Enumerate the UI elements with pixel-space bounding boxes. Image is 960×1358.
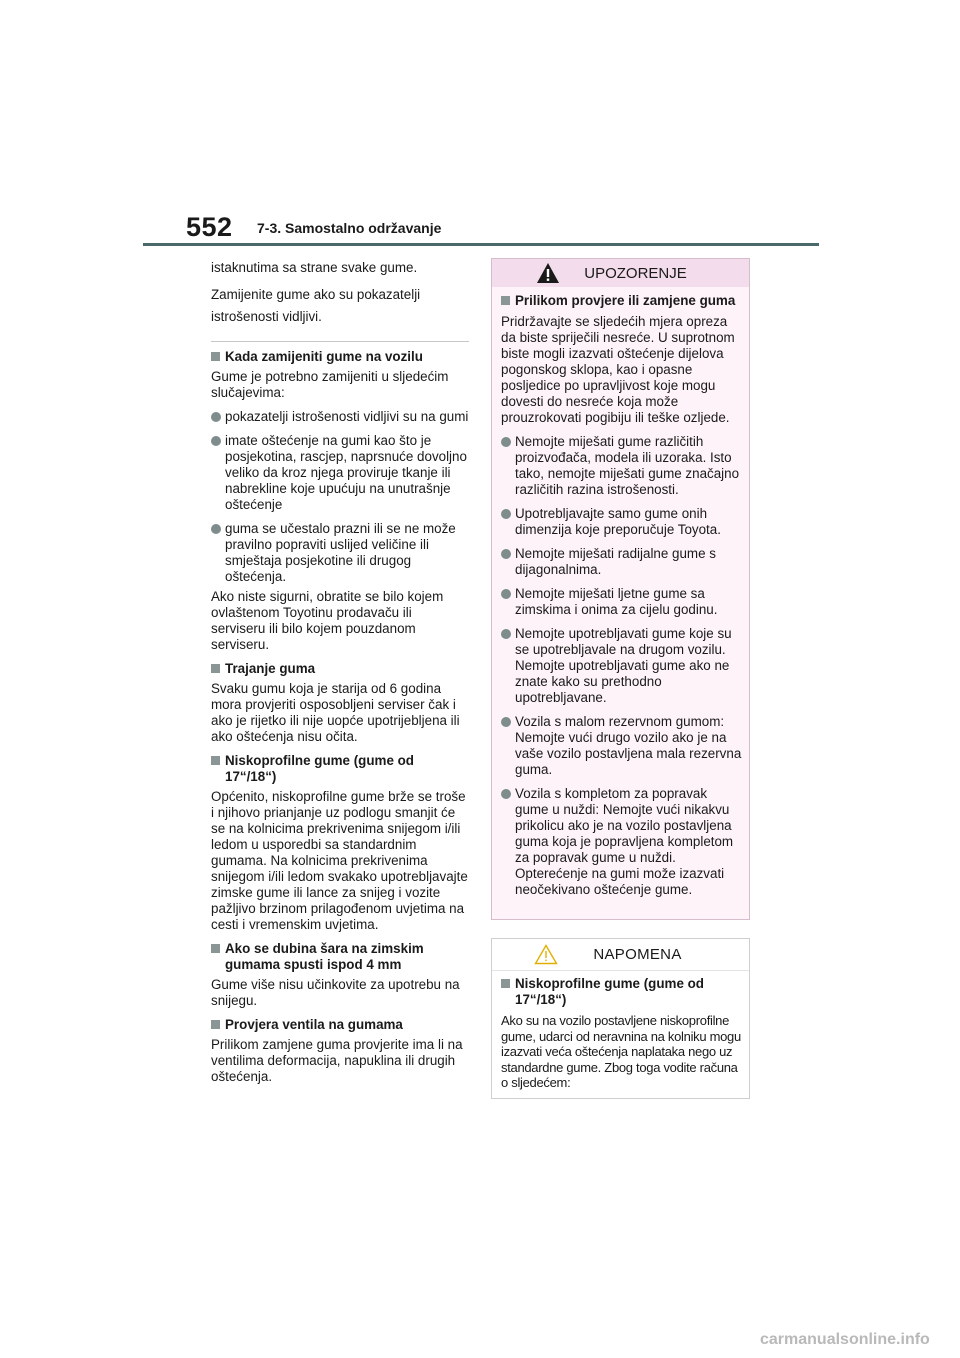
warning-list-item [501, 586, 742, 618]
circle-bullet-icon [211, 436, 221, 446]
intro-text [211, 257, 469, 328]
square-bullet-icon [211, 352, 220, 361]
warning-list-item [501, 626, 742, 706]
note-body [492, 971, 749, 1091]
list-item-text: Nemojte miješati radijalne gume s dijagonalnima. [515, 546, 716, 577]
circle-bullet-icon [501, 509, 511, 519]
warning-list-item [501, 506, 742, 538]
heading-text: Ako se dubina šara na zimskim gumama spusti ispod 4 mm [225, 941, 424, 972]
heading-text: Prilikom provjere ili zamjene guma [515, 293, 736, 308]
list-item-text: Nemojte miješati ljetne gume sa zimskima i onima za cijelu godinu. [515, 586, 718, 617]
section-title: 7-3. Samostalno održavanje [257, 220, 442, 236]
list-item [211, 433, 469, 513]
list-item-text: imate oštećenje na gumi kao što je posjekotina, rascjep, naprsnuće dovoljno veliko da kroz njega proviruje tkanje ili nabrekline koje upućuju na unutrašnje oštećenje [225, 433, 467, 512]
circle-bullet-icon [501, 437, 511, 447]
heading-text: Trajanje guma [225, 661, 316, 676]
list-item-text: guma se učestalo prazni ili se ne može pravilno popraviti uslijed veličine ili smještaja posjekotine ili drugog oštećenja. [225, 521, 456, 584]
square-bullet-icon [501, 979, 510, 988]
watermark: carmanualsonline.info [760, 1331, 930, 1348]
heading-text: Provjera ventila na gumama [225, 1017, 403, 1032]
warning-list-item [501, 786, 742, 898]
square-bullet-icon [211, 756, 220, 765]
intro-line: Zamijenite gume ako su pokazatelji istrošenosti vidljivi. [211, 287, 421, 324]
list-item [211, 521, 469, 585]
note-box [491, 938, 750, 1099]
list-item-text: Vozila s kompletom za popravak gume u nuždi: Nemojte vući nikakvu prikolicu ako je na vozilo postavljena guma koja je popravljena kompletom za popravak gume u nuždi. Opterećenje na gumi može izazvati neočekivano oštećenje gume. [515, 786, 734, 897]
warning-header [492, 259, 749, 287]
circle-bullet-icon [501, 789, 511, 799]
circle-bullet-icon [501, 549, 511, 559]
square-bullet-icon [501, 296, 510, 305]
section-heading-low-profile [211, 753, 469, 785]
square-bullet-icon [211, 664, 220, 673]
paragraph: Općenito, niskoprofilne gume brže se troše i njihovo prianjanje uz podlogu smanjit će se na kolnicima prekrivenima snijegom i/ili ledom u usporedbi sa standardnim gumama. Na kolnicima prekrivenima snijegom i/ili ledom svakako upotrebljavajte zimske gume ili lance za snijeg i vozite pažljivo brzinom prilagođenom uvjetima na cesti i vremenskim uvjetima. [211, 789, 468, 932]
list-item [211, 409, 469, 425]
section-heading-valves [211, 1017, 469, 1033]
square-bullet-icon [211, 1020, 220, 1029]
paragraph: Svaku gumu koja je starija od 6 godina mora provjeriti osposobljeni serviser čak i ako je rijetko ili nije uopće upotrijebljena ili ako oštećenja nisu očita. [211, 681, 460, 744]
heading-text: Niskoprofilne gume (gume od 17“/18“) [225, 753, 414, 784]
list-item-text: Vozila s malom rezervnom gumom: Nemojte vući drugo vozilo ako je na vaše vozilo postavljena mala rezervna guma. [515, 714, 742, 777]
circle-bullet-icon [211, 524, 221, 534]
list-item-text: Nemojte miješati gume različitih proizvođača, modela ili uzoraka. Isto tako, nemojte miješati gume značajno različitih razina istrošenosti. [515, 434, 740, 497]
warning-title: UPOZORENJE [584, 264, 687, 282]
page-number: 552 [186, 212, 233, 242]
list-item-text: Nemojte upotrebljavati gume koje su se upotrebljavale na drugom vozilu. Nemojte upotrebljavati gume ako ne znate kako su prethodno upotrebljavane. [515, 626, 732, 705]
note-subheading [501, 976, 743, 1008]
paragraph: Prilikom zamjene guma provjerite ima li na ventilima deformacija, napuklina ili drugih oštećenja. [211, 1037, 463, 1084]
intro-line: istaknutima sa strane svake gume. [211, 260, 418, 275]
page-header [0, 0, 960, 250]
paragraph: Ako niste sigurni, obratite se bilo kojem ovlaštenom Toyotinu prodavaču ili serviseru ili bilo kojem pouzdanom serviseru. [211, 589, 444, 652]
note-title: NAPOMENA [593, 946, 682, 963]
note-header [492, 939, 749, 971]
list-item-text: pokazatelji istrošenosti vidljivi su na gumi [225, 409, 469, 424]
note-paragraph: Ako su na vozilo postavljene niskoprofilne gume, udarci od neravnina na kolniku mogu izazvati veća oštećenja naplataka nego uz standardne gume. Zbog toga vodite računa o sljedećem: [501, 1013, 741, 1090]
heading-text: Kada zamijeniti gume na vozilu [225, 349, 423, 364]
warning-list-item [501, 434, 742, 498]
square-bullet-icon [211, 944, 220, 953]
section-heading-tire-age [211, 661, 469, 677]
paragraph: Gume je potrebno zamijeniti u sljedećim slučajevima: [211, 369, 449, 400]
left-column [211, 257, 469, 1093]
warning-box [491, 258, 750, 920]
header-rule [143, 243, 819, 246]
circle-bullet-icon [211, 412, 221, 422]
warning-triangle-icon [536, 262, 560, 284]
circle-bullet-icon [501, 717, 511, 727]
section-heading-replace-tires [211, 349, 469, 365]
warning-list-item [501, 546, 742, 578]
divider [211, 341, 469, 342]
list-item-text: Upotrebljavajte samo gume onih dimenzija koje preporučuje Toyota. [515, 506, 721, 537]
circle-bullet-icon [501, 629, 511, 639]
warning-body [492, 287, 749, 898]
warning-paragraph: Pridržavajte se sljedećih mjera opreza da biste spriječili nesreće. U suprotnom biste mogli izazvati oštećenje dijelova pogonskog sklopa, kao i opasne posljedice po upravljivost koje mogu dovesti do nesreće koja može prouzrokovati pogibiju ili teške ozljede. [501, 314, 735, 425]
warning-list-item [501, 714, 742, 778]
warning-subheading [501, 293, 742, 309]
section-heading-tread-depth [211, 941, 469, 973]
circle-bullet-icon [501, 589, 511, 599]
caution-triangle-icon [534, 944, 558, 965]
heading-text: Niskoprofilne gume (gume od 17“/18“) [515, 976, 704, 1007]
paragraph: Gume više nisu učinkovite za upotrebu na snijegu. [211, 977, 460, 1008]
